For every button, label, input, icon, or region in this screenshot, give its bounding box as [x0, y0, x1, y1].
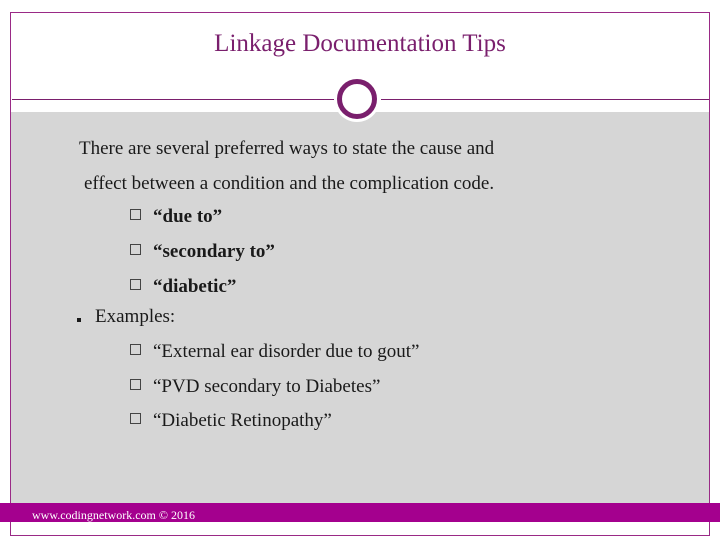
- checkbox-square-icon: [130, 344, 141, 355]
- example-item: “PVD secondary to Diabetes”: [130, 376, 380, 398]
- example-item: “Diabetic Retinopathy”: [130, 410, 332, 432]
- term-item: “diabetic”: [130, 276, 236, 298]
- intro-line-2: effect between a condition and the complication code.: [84, 173, 495, 194]
- examples-label: Examples:: [95, 306, 176, 327]
- checkbox-square-icon: [130, 209, 141, 220]
- footer-company: The Coding Network, LLC: [32, 521, 163, 535]
- circle-ornament-icon: [337, 79, 377, 119]
- checkbox-square-icon: [130, 379, 141, 390]
- term-item: “due to”: [130, 206, 222, 228]
- slide-title: Linkage Documentation Tips: [214, 30, 506, 57]
- checkbox-square-icon: [130, 279, 141, 290]
- checkbox-square-icon: [130, 244, 141, 255]
- bullet-icon: [77, 318, 81, 322]
- example-item: “External ear disorder due to gout”: [130, 341, 419, 363]
- divider-left: [12, 99, 340, 100]
- intro-line-1: There are several preferred ways to state the cause and: [79, 138, 495, 159]
- term-item: “secondary to”: [130, 241, 275, 263]
- footer-copyright: www.codingnetwork.com © 2016: [32, 508, 195, 522]
- divider-right: [381, 99, 709, 100]
- checkbox-square-icon: [130, 413, 141, 424]
